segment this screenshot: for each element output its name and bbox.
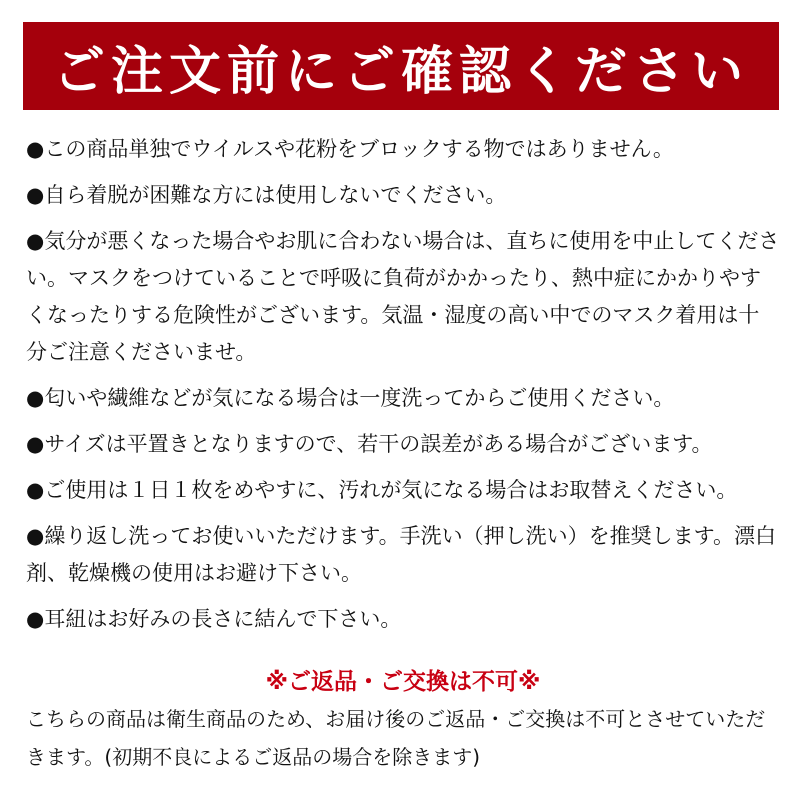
- note-item: ●繰り返し洗ってお使いいただけます。手洗い（押し洗い）を推奨します。漂白剤、乾燥機の使用はお避け下さい。: [26, 524, 776, 585]
- note-item: ●サイズは平置きとなりますので、若干の誤差がある場合がございます。: [26, 432, 713, 456]
- return-notice-heading: ※ご返品・ご交換は不可※: [265, 669, 541, 695]
- notes-section: [26, 131, 780, 776]
- note-item: ●気分が悪くなった場合やお肌に合わない場合は、直ちに使用を中止してください。マスクをつけていることで呼吸に負荷がかかったり、熱中症にかかりやすくなったりする危険性がございます。気温・湿度の高い中でのマスク着用は十分ご注意くださいませ。: [26, 229, 780, 364]
- return-notice-body: こちらの商品は衛生商品のため、お届け後のご返品・ご交換は不可とさせていただきます。(初期不良によるご返品の場合を除きます): [26, 707, 766, 769]
- note-item: ●この商品単独でウイルスや花粉をブロックする物ではありません。: [26, 137, 674, 161]
- note-item: ●自ら着脱が困難な方には使用しないでください。: [26, 183, 507, 207]
- banner-title: ご注文前にご確認ください: [52, 41, 749, 102]
- title-banner: [23, 22, 779, 110]
- note-item: ●ご使用は１日１枚をめやすに、汚れが気になる場合はお取替えください。: [26, 478, 738, 502]
- note-item: ●耳紐はお好みの長さに結んで下さい。: [26, 607, 402, 631]
- note-item: ●匂いや繊維などが気になる場合は一度洗ってからご使用ください。: [26, 386, 675, 410]
